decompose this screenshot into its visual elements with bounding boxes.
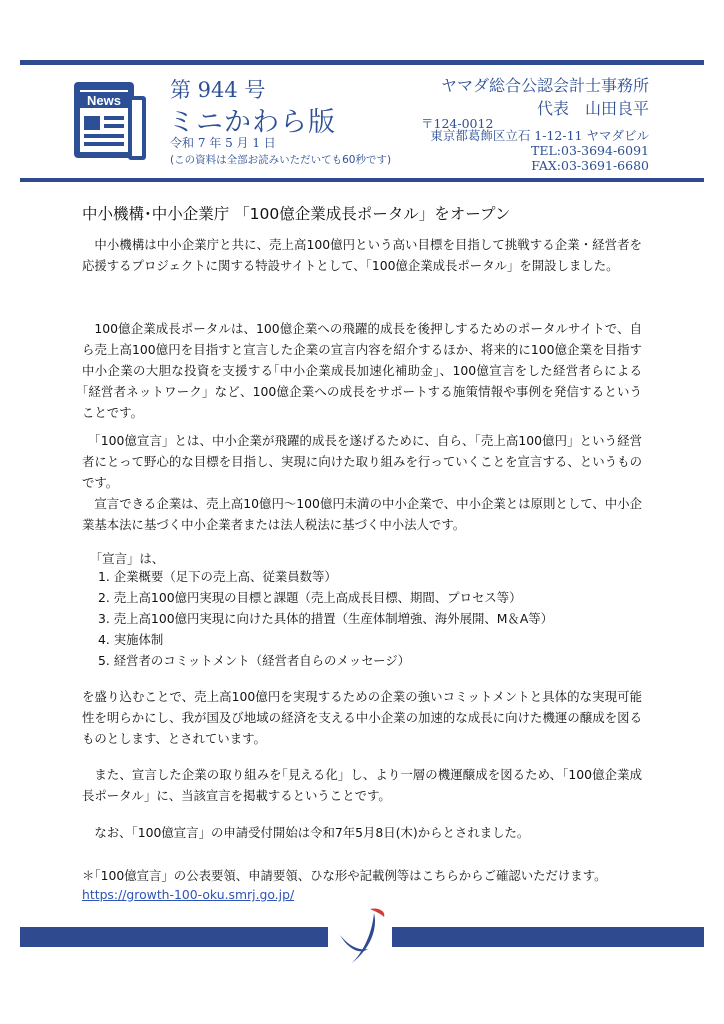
list-item: 3. 売上高100億円実現に向けた具体的措置（生産体制増強、海外展開、M＆A等） <box>98 611 554 626</box>
list-item: 2. 売上高100億円実現の目標と課題（売上高成長目標、期間、プロセス等） <box>98 590 522 605</box>
paragraph-5: を盛り込むことで、売上高100億円を実現するための企業の強いコミットメントと具体的な実現可能性を明らかにし、我が国及び地域の経済を支える中小企業の加速的な成長に向けた機運の醸成を図るものとします、とされています。 <box>82 689 642 746</box>
footer-bar-right <box>392 927 704 947</box>
list-item: 5. 経営者のコミットメント（経営者自らのメッセージ） <box>98 653 411 668</box>
list-item: 4. 実施体制 <box>98 632 164 647</box>
reading-time-note: (この資料は全部お読みいただいても60秒です) <box>170 154 392 166</box>
issue-number: 第 944 号 <box>170 78 266 102</box>
postal-code: 〒124-0012 <box>421 116 494 131</box>
footer-bar-left <box>20 927 328 947</box>
paragraph-3: ｢100億宣言」とは、中小企業が飛躍的成長を遂げるために、自ら、｢売上高100億円」という経営者にとって野心的な目標を目指し、実現に向けた取り組みを行っていくことを宣言する、というものです。 <box>82 433 642 490</box>
representative: 代表 山田良平 <box>536 99 649 118</box>
contact-block <box>430 128 649 173</box>
tel: TEL:03-3694-6091 <box>531 143 649 158</box>
office-name: ヤマダ総合公認会計士事務所 <box>440 76 649 95</box>
declaration-items <box>98 566 553 671</box>
header-top-rule <box>20 60 704 65</box>
fax: FAX:03-3691-6680 <box>531 158 649 173</box>
portal-link-row <box>82 887 294 902</box>
address: 東京都葛飾区立石 1-12-11 ヤマダビル <box>430 128 649 143</box>
paragraph-1: 中小機構は中小企業庁と共に、売上高100億円という高い目標を目指して挑戦する企業・経営者を応援するプロジェクトに関する特設サイトとして、｢100億企業成長ポータル」を開設しました。 <box>82 237 642 273</box>
portal-link[interactable]: https://growth-100-oku.smrj.go.jp/ <box>82 887 295 902</box>
list-item: 1. 企業概要（足下の売上高、従業員数等） <box>98 569 337 584</box>
footnote: ＊｢100億宣言」の公表要領、申請要領、ひな形や記載例等はこちらからご確認いただけます。 <box>82 868 607 883</box>
masthead-title: ミニかわら版 <box>168 107 336 138</box>
issue-date: 令和 7 年 5 月 1 日 <box>170 136 276 150</box>
list-intro: ｢宣言」は、 <box>96 551 165 566</box>
news-logo-icon <box>70 78 150 164</box>
logo-text: News <box>87 93 121 108</box>
paragraph-4: 宣言できる企業は、売上高10億円～100億円未満の中小企業で、中小企業とは原則として、中小企業基本法に基づく中小企業者または法人税法に基づく中小法人です。 <box>82 496 642 532</box>
article-title: 中小機構･中小企業庁 「100億企業成長ポータル」をオープン <box>82 205 511 223</box>
paragraph-6: また、宣言した企業の取り組みを｢見える化」し、より一層の機運醸成を図るため、｢100億企業成長ポータル」に、当該宣言を掲載するということです。 <box>82 767 642 803</box>
swoosh-logo-icon <box>334 905 390 965</box>
header-bottom-rule <box>20 178 704 182</box>
paragraph-2: 100億企業成長ポータルは、100億企業への飛躍的成長を後押しするためのポータルサイトで、自ら売上高100億円を目指すと宣言した企業の宣言内容を紹介するほか、将来的に100億企業を目指す中小企業の大胆な投資を支援する｢中小企業成長加速化補助金」、100億宣言をした経営者らによる｢経営者ネットワーク」など、100億企業への成長をサポートする施策情報や事例を発信するということです。 <box>82 321 642 420</box>
paragraph-7: なお、｢100億宣言」の申請受付開始は令和7年5月8日(木)からとされました。 <box>94 825 530 840</box>
